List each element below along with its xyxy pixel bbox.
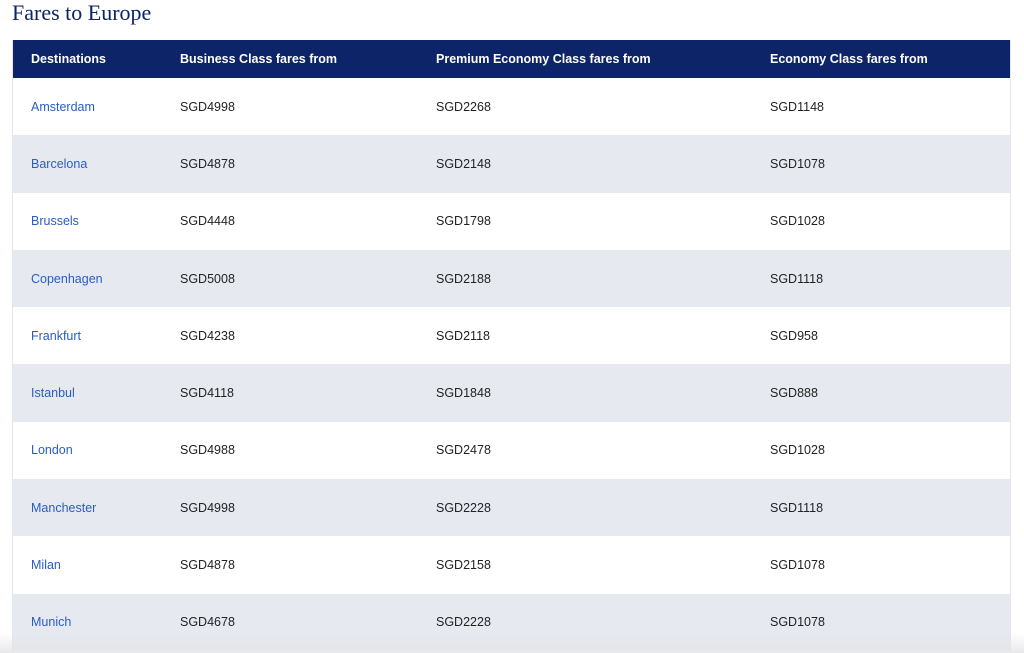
- table-row: [12, 78, 1010, 135]
- premium-fare: SGD2228: [436, 615, 491, 630]
- table-row: [12, 479, 1010, 536]
- economy-fare: SGD1028: [770, 214, 825, 229]
- economy-fare: SGD958: [770, 328, 818, 343]
- premium-fare: SGD2228: [436, 500, 491, 515]
- business-fare: SGD4448: [180, 214, 235, 229]
- business-fare: SGD4238: [180, 328, 235, 343]
- table-row: [12, 536, 1010, 593]
- business-fare: SGD4878: [180, 558, 235, 573]
- destination-link[interactable]: Munich: [31, 615, 72, 630]
- destination-cell: [12, 364, 161, 421]
- header-business: Business Class fares from: [180, 52, 338, 66]
- destination-cell: [12, 78, 161, 135]
- table-row: [12, 135, 1010, 192]
- destination-link[interactable]: Manchester: [31, 500, 97, 515]
- table-row: [12, 307, 1010, 364]
- destination-link[interactable]: London: [31, 443, 73, 458]
- economy-fare: SGD1078: [770, 615, 825, 630]
- destination-cell: [12, 479, 161, 536]
- destination-link[interactable]: Brussels: [31, 214, 79, 229]
- business-fare: SGD4878: [180, 156, 235, 171]
- business-fare: SGD5008: [180, 271, 235, 286]
- header-destinations: Destinations: [31, 52, 107, 66]
- destination-cell: [12, 135, 161, 192]
- premium-fare: SGD1848: [436, 386, 491, 401]
- economy-fare: SGD1078: [770, 558, 825, 573]
- destination-cell: [12, 536, 161, 593]
- table-row: [12, 193, 1010, 250]
- premium-fare: SGD2148: [436, 156, 491, 171]
- premium-fare: SGD2118: [436, 328, 490, 343]
- economy-fare: SGD1078: [770, 156, 825, 171]
- premium-fare: SGD1798: [436, 214, 491, 229]
- destination-cell: [12, 307, 161, 364]
- premium-fare: SGD2268: [436, 99, 491, 114]
- destination-link[interactable]: Barcelona: [31, 156, 88, 171]
- destination-cell: [12, 193, 161, 250]
- table-body: [12, 78, 1010, 651]
- table-header-row: [12, 40, 1010, 78]
- destination-link[interactable]: Frankfurt: [31, 328, 82, 343]
- business-fare: SGD4678: [180, 615, 235, 630]
- table-row: [12, 422, 1010, 479]
- business-fare: SGD4998: [180, 500, 235, 515]
- economy-fare: SGD1028: [770, 443, 825, 458]
- economy-fare: SGD1148: [770, 99, 824, 114]
- table-row: [12, 250, 1010, 307]
- economy-fare: SGD1118: [770, 271, 824, 286]
- destination-cell: [12, 594, 161, 651]
- business-fare: SGD4118: [180, 386, 234, 401]
- destination-link[interactable]: Milan: [31, 558, 61, 573]
- table-row: [12, 594, 1010, 651]
- premium-fare: SGD2188: [436, 271, 491, 286]
- economy-fare: SGD1118: [770, 500, 824, 515]
- business-fare: SGD4988: [180, 443, 235, 458]
- header-premium-economy: Premium Economy Class fares from: [436, 52, 651, 66]
- fares-table: [12, 40, 1010, 651]
- business-fare: SGD4998: [180, 99, 235, 114]
- header-economy: Economy Class fares from: [770, 52, 928, 66]
- destination-link[interactable]: Amsterdam: [31, 99, 95, 114]
- table-row: [12, 364, 1010, 421]
- destination-link[interactable]: Istanbul: [31, 386, 75, 401]
- table-header: [12, 40, 1010, 78]
- destination-cell: [12, 422, 161, 479]
- page-title: Fares to Europe: [12, 0, 152, 25]
- destination-link[interactable]: Copenhagen: [31, 271, 103, 286]
- premium-fare: SGD2158: [436, 558, 491, 573]
- premium-fare: SGD2478: [436, 443, 491, 458]
- destination-cell: [12, 250, 161, 307]
- economy-fare: SGD888: [770, 386, 818, 401]
